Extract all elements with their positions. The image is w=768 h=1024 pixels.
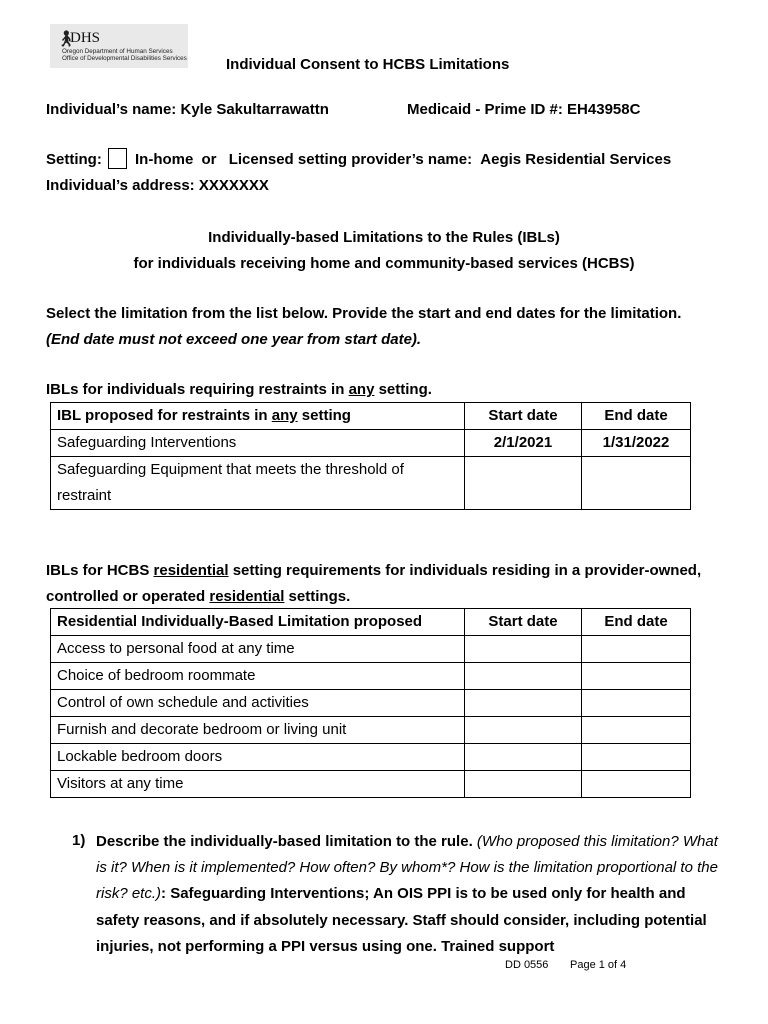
table-row: [51, 663, 691, 690]
residential-col-limitation: Residential Individually-Based Limitation proposed: [51, 609, 465, 636]
instructions-line-1: Select the limitation from the list below. Provide the start and end dates for the limitation.: [46, 305, 682, 322]
restraints-table: [50, 402, 691, 510]
residential-heading-b: setting requirements for individuals residing in a provider-owned,: [228, 562, 702, 579]
table-row: [51, 430, 691, 457]
question-1-paragraph: [96, 829, 726, 960]
table-row: [51, 717, 691, 744]
limitation-label: Control of own schedule and activities: [51, 690, 465, 717]
end-date-cell[interactable]: [582, 771, 691, 798]
medicaid-id-row: [407, 101, 640, 118]
table-row: [51, 690, 691, 717]
medicaid-id-value: EH43958C: [567, 101, 641, 118]
table-row: [51, 457, 691, 510]
residential-heading-line-2: [46, 588, 350, 605]
individual-name-label: Individual’s name:: [46, 101, 177, 118]
restraints-heading-post: setting.: [374, 381, 432, 398]
restraints-heading-any: any: [348, 381, 375, 398]
person-figure-icon: 🚶︎: [56, 29, 77, 48]
limitation-label: Furnish and decorate bedroom or living unit: [51, 717, 465, 744]
start-date-cell[interactable]: [465, 717, 582, 744]
residential-heading-a: IBLs for HCBS: [46, 562, 154, 579]
start-date-cell[interactable]: [465, 457, 582, 510]
question-1-prompt: (Who proposed this limitation? What is it? When is it implemented? How often? By whom*? How is the limitation proportional to the risk? etc.): [96, 833, 718, 903]
start-date-cell[interactable]: [465, 636, 582, 663]
residential-heading-residential-2: residential: [209, 588, 285, 605]
licensed-provider-label: Licensed setting provider’s name:: [228, 151, 473, 168]
limitation-label: Safeguarding Interventions: [51, 430, 465, 457]
residential-col-start: Start date: [465, 609, 582, 636]
end-date-cell[interactable]: 1/31/2022: [582, 430, 691, 457]
document-title: Individual Consent to HCBS Limitations: [226, 56, 510, 73]
table-header-row: [51, 609, 691, 636]
dhs-logo: [50, 24, 188, 68]
restraints-col-start: Start date: [465, 403, 582, 430]
logo-line-2: Office of Developmental Disabilities Services: [62, 55, 187, 62]
restraints-heading: [46, 381, 432, 398]
end-date-cell[interactable]: [582, 457, 691, 510]
question-1-intro: Describe the individually-based limitation to the rule.: [96, 833, 473, 850]
provider-name-value: Aegis Residential Services: [480, 151, 672, 168]
in-home-label: In-home: [135, 151, 194, 168]
table-row: [51, 636, 691, 663]
question-1-colon: :: [161, 885, 167, 903]
residential-heading-c: controlled or operated: [46, 588, 210, 605]
table-row: [51, 744, 691, 771]
setting-label: Setting:: [46, 151, 102, 168]
residential-table: [50, 608, 691, 798]
setting-options-row: [135, 151, 671, 168]
instructions-line-2: (End date must not exceed one year from start date).: [46, 331, 422, 348]
question-1-answer: Safeguarding Interventions; An OIS PPI is to be used only for health and safety reasons, and if absolutely necessary. Staff should consider, including potential injuries, not performing a PPI versus using one. Trained support: [96, 885, 707, 955]
limitation-label: Access to personal food at any time: [51, 636, 465, 663]
section-heading-line-2: for individuals receiving home and community-based services (HCBS): [133, 255, 635, 272]
in-home-checkbox[interactable]: [108, 148, 127, 169]
restraints-col-limitation: IBL proposed for restraints in any setting: [51, 403, 465, 430]
table-header-row: [51, 403, 691, 430]
limitation-label: Safeguarding Equipment that meets the threshold of restraint: [51, 457, 465, 510]
start-date-cell[interactable]: [465, 771, 582, 798]
page-number: Page 1 of 4: [570, 959, 627, 971]
address-row: [46, 177, 269, 194]
individual-name-row: [46, 101, 329, 118]
restraints-heading-pre: IBLs for individuals requiring restraints in: [46, 381, 349, 398]
or-text: or: [201, 151, 217, 168]
start-date-cell[interactable]: [465, 744, 582, 771]
logo-mark: DHS: [70, 30, 101, 46]
logo-line-1: Oregon Department of Human Services: [62, 48, 173, 55]
individual-name-value: Kyle Sakultarrawattn: [180, 101, 329, 118]
limitation-label: Visitors at any time: [51, 771, 465, 798]
restraints-col-end: End date: [582, 403, 691, 430]
residential-col-end: End date: [582, 609, 691, 636]
table-row: [51, 771, 691, 798]
residential-heading-line-1: [46, 562, 701, 579]
question-1-number: 1): [72, 832, 86, 849]
address-label: Individual’s address:: [46, 177, 195, 194]
end-date-cell[interactable]: [582, 690, 691, 717]
medicaid-id-label: Medicaid - Prime ID #:: [407, 101, 563, 118]
form-number: DD 0556: [505, 959, 549, 971]
limitation-label: Choice of bedroom roommate: [51, 663, 465, 690]
limitation-label: Lockable bedroom doors: [51, 744, 465, 771]
residential-heading-d: settings.: [284, 588, 351, 605]
start-date-cell[interactable]: [465, 690, 582, 717]
start-date-cell[interactable]: 2/1/2021: [465, 430, 582, 457]
start-date-cell[interactable]: [465, 663, 582, 690]
residential-heading-residential-1: residential: [153, 562, 229, 579]
end-date-cell[interactable]: [582, 636, 691, 663]
end-date-cell[interactable]: [582, 717, 691, 744]
end-date-cell[interactable]: [582, 663, 691, 690]
address-value: XXXXXXX: [198, 177, 269, 194]
end-date-cell[interactable]: [582, 744, 691, 771]
section-heading-line-1: Individually-based Limitations to the Rules (IBLs): [208, 229, 560, 246]
